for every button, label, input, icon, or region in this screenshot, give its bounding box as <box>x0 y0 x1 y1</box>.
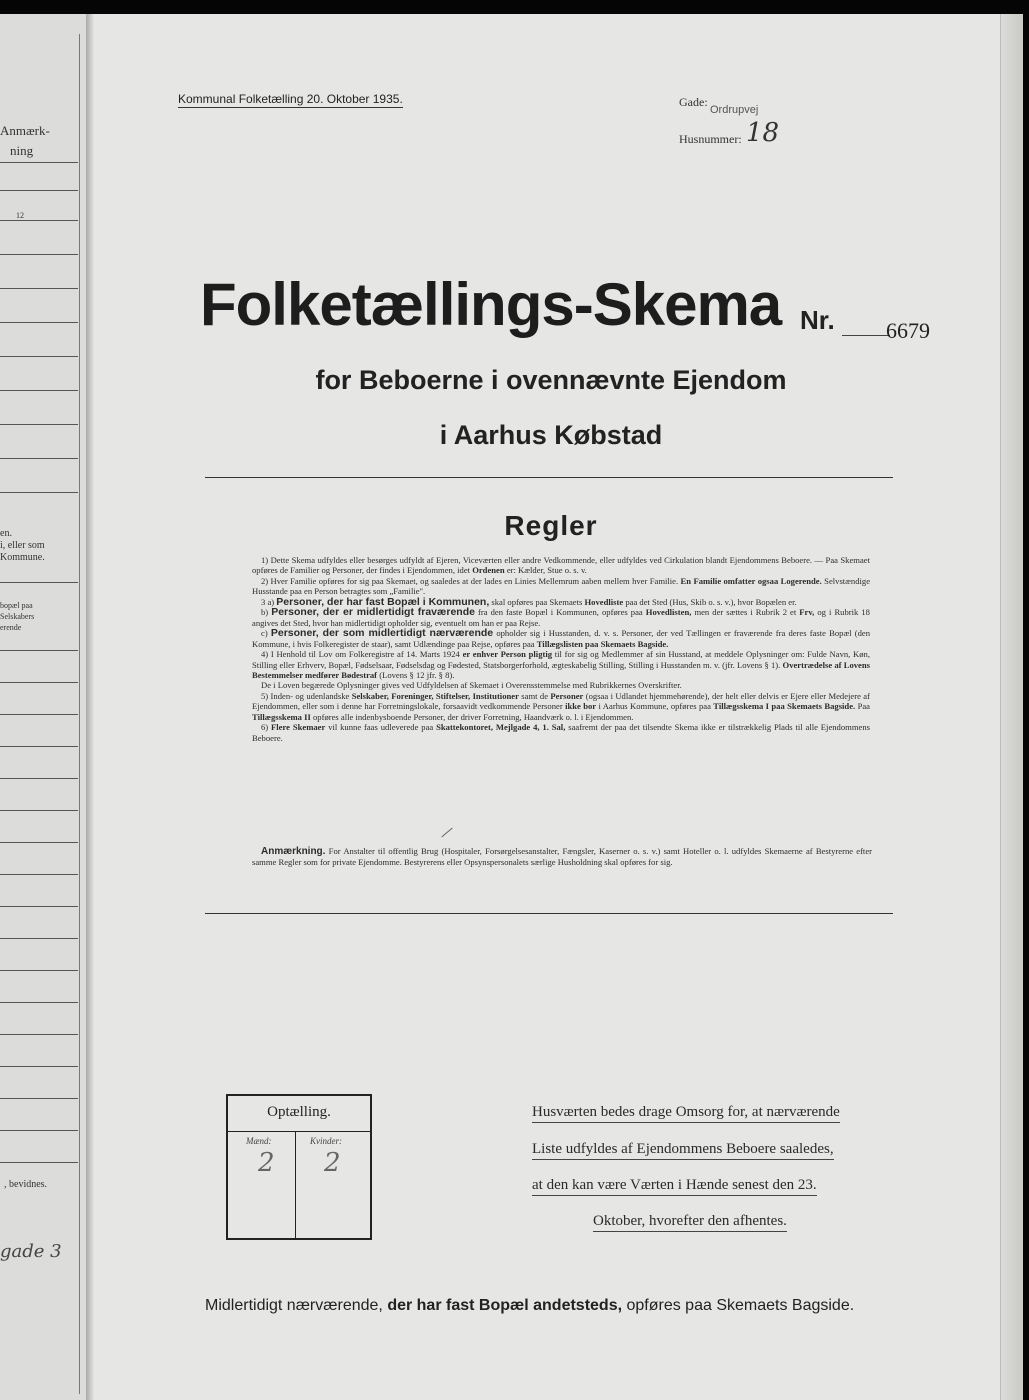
form-subtitle-1: for Beboerne i ovennævnte Ejendom <box>315 365 787 395</box>
form-number-value: 6679 <box>886 318 930 343</box>
left-rule <box>0 162 78 163</box>
left-rule <box>0 254 78 255</box>
form-number-line <box>842 335 890 336</box>
rules-body <box>252 555 870 743</box>
divider <box>205 477 893 478</box>
left-rule <box>0 458 78 459</box>
left-handwritten-text: gade 3 <box>0 1241 62 1262</box>
left-rule <box>0 1162 78 1163</box>
left-rule <box>0 1130 78 1131</box>
husnummer-value: 18 <box>746 118 780 148</box>
left-rule <box>0 906 78 907</box>
count-box-divider <box>295 1131 296 1238</box>
rule-5: 5) Inden- og udenlandske Selskaber, Foreninger, Stiftelser, Institutioner samt de Personer (ogsaa i Udlandet hjemmehørende), der helt eller delvis er Ejere eller Medejere af Ejendommen, eller som i denne har Forretningslokale, forsaavidt vedkommende Personer ikke bor i Aarhus Kommune, opføres paa Tillægsskema I paa Skemaets Bagside. Paa Tillægsskema II opføres alle indenbysboende Personer, der driver Forretning, Haandværk o. l. i Ejendommen. <box>252 690 870 722</box>
left-heading-2: ning <box>10 143 34 158</box>
husnummer-label: Husnummer: <box>679 132 742 146</box>
left-column-rule <box>79 34 80 1394</box>
left-rule <box>0 746 78 747</box>
rule-4: 4) I Henhold til Lov om Folkeregistre af 14. Marts 1924 er enhver Person pligtig til for sig og Medlemmer af sin Husstand, at meddele Oplysninger om: Fulde Navn, Køn, Stilling eller Erhverv, Bopæl, Fødselsaar, Fødselsdag og Fødested, Statsborgerforhold, ægteskabelig Stilling, Stilling i Husstanden m. v. (jfr. Lovens § 1). Overtrædelse af Lovens Bestemmelser medfører Bødestraf (Lovens § 12 jfr. § 8). <box>252 649 870 680</box>
rules-heading: Regler <box>504 510 598 541</box>
left-fragment-text: Selskabers <box>0 612 35 621</box>
notice-line-3: at den kan være Værten i Hænde senest den 23. <box>532 1177 817 1196</box>
book-spine <box>86 14 94 1400</box>
left-fragment-text: bopæl paa <box>0 601 33 610</box>
left-rule <box>0 682 78 683</box>
left-rule <box>0 356 78 357</box>
left-rule <box>0 390 78 391</box>
count-box-rule <box>228 1131 370 1132</box>
left-fragment-text: , bevidnes. <box>4 1179 48 1190</box>
left-col-number: 12 <box>16 211 24 220</box>
form-title: Folketællings-Skema <box>200 271 782 338</box>
left-fragment-text: en. <box>0 528 12 539</box>
left-rule <box>0 582 78 583</box>
left-rule <box>0 1034 78 1035</box>
annotation-note: Anmærkning. For Anstalter til offentlig Brug (Hospitaler, Forsørgelsesanstalter, Fængsler, Kaserner o. s. v.) samt Hoteller o. l. udfyldes Skemaerne af Bestyrerne efter samme Regler som for private Ejendomme. Bestyrerens eller Opsynspersonalets særlige Husholdning skal opføres for sig. <box>252 846 872 867</box>
rule-3c: c) Personer, der som midlertidigt nærværende opholder sig i Husstanden, d. v. s. Personer, der ved Tællingen er fraværende fra deres faste Bopæl (den Kommune, i hvis Folkeregister de staar), samt Udlændinge paa Rejse, opføres paa Tillægslisten paa Skemaets Bagside. <box>252 627 871 649</box>
left-fragment-text: Kommune. <box>0 552 45 563</box>
divider <box>205 913 893 914</box>
left-rule <box>0 190 78 191</box>
left-rule <box>0 842 78 843</box>
left-fragment-text: erende <box>0 623 22 632</box>
left-rule <box>0 650 78 651</box>
left-rule <box>0 1066 78 1067</box>
left-rule <box>0 1098 78 1099</box>
left-page-fragment <box>0 14 86 1400</box>
left-rule <box>0 778 78 779</box>
footer-instruction: Midlertidigt nærværende, der har fast Bopæl andetsteds, opføres paa Skemaets Bagside. <box>205 1297 855 1314</box>
count-box-title: Optælling. <box>267 1104 331 1120</box>
notice-line-4: Oktober, hvorefter den afhentes. <box>593 1213 787 1232</box>
count-box <box>226 1094 372 1240</box>
form-number-label: Nr. <box>800 305 835 335</box>
rule-4b: De i Loven begærede Oplysninger gives ved Udfyldelsen af Skemaet i Overensstemmelse med Rubrikkernes Overskrifter. <box>261 680 682 691</box>
left-rule <box>0 970 78 971</box>
left-heading-1: Anmærk- <box>0 123 50 138</box>
form-subtitle-2: i Aarhus Købstad <box>439 420 663 450</box>
left-rule <box>0 288 78 289</box>
rule-6: 6) Flere Skemaer vil kunne faas udleverede paa Skattekontoret, Mejlgade 4, 1. Sal, saafremt der paa det tilsendte Skema ikke er tilstrækkelig Plads til alle Ejendommens Beboere. <box>252 722 870 743</box>
census-header: Kommunal Folketælling 20. Oktober 1935. <box>178 92 403 106</box>
left-rule <box>0 492 78 493</box>
notice-line-1: Husværten bedes drage Omsorg for, at nærværende <box>532 1104 840 1123</box>
left-rule <box>0 220 78 221</box>
rule-3b: b) Personer, der er midlertidigt fraværende fra den faste Bopæl i Kommunen, opføres paa Hovedlisten, men der sættes i Rubrik 2 et Frv, og i Rubrik 18 angives det Sted, hvor han midlertidigt opholder sig, eventuelt om han er paa Rejse. <box>252 606 870 628</box>
men-label: Mænd: <box>246 1136 272 1146</box>
left-rule <box>0 938 78 939</box>
page-edge <box>1000 14 1023 1400</box>
gade-value: Ordrupvej <box>710 104 759 116</box>
notice-line-2: Liste udfyldes af Ejendommens Beboere saaledes, <box>532 1141 834 1160</box>
rule-1: 1) Dette Skema udfyldes eller besørges udfyldt af Ejeren, Viceværten eller andre Vedkommende, eller udfyldes ved Cirkulation blandt Ejendommens Beboere. — Paa Skemaet opføres de Familier og Personer, der findes i Ejendommen, idet Ordenen er: Kælder, Stue o. s. v. <box>252 555 870 576</box>
rule-2: 2) Hver Familie opføres for sig paa Skemaet, og saaledes at der lades en Linies Mellemrum aaben mellem hver Familie. En Familie omfatter ogsaa Logerende. Selvstændige Husstande paa en Person betragtes som „Familie". <box>252 575 871 597</box>
left-rule <box>0 1002 78 1003</box>
left-fragment-text: i, eller som <box>0 540 45 551</box>
left-rule <box>0 874 78 875</box>
women-label: Kvinder: <box>310 1136 342 1146</box>
left-rule <box>0 424 78 425</box>
left-rule <box>0 810 78 811</box>
gade-label: Gade: <box>679 95 708 109</box>
left-rule <box>0 322 78 323</box>
men-count: 2 <box>258 1148 275 1178</box>
left-rule <box>0 714 78 715</box>
rule-3a: 3 a) Personer, der har fast Bopæl i Kommunen, skal opføres paa Skemaets Hovedliste paa det Sted (Hus, Skib o. s. v.), hvor Bopælen er. <box>261 595 797 608</box>
women-count: 2 <box>324 1148 341 1178</box>
